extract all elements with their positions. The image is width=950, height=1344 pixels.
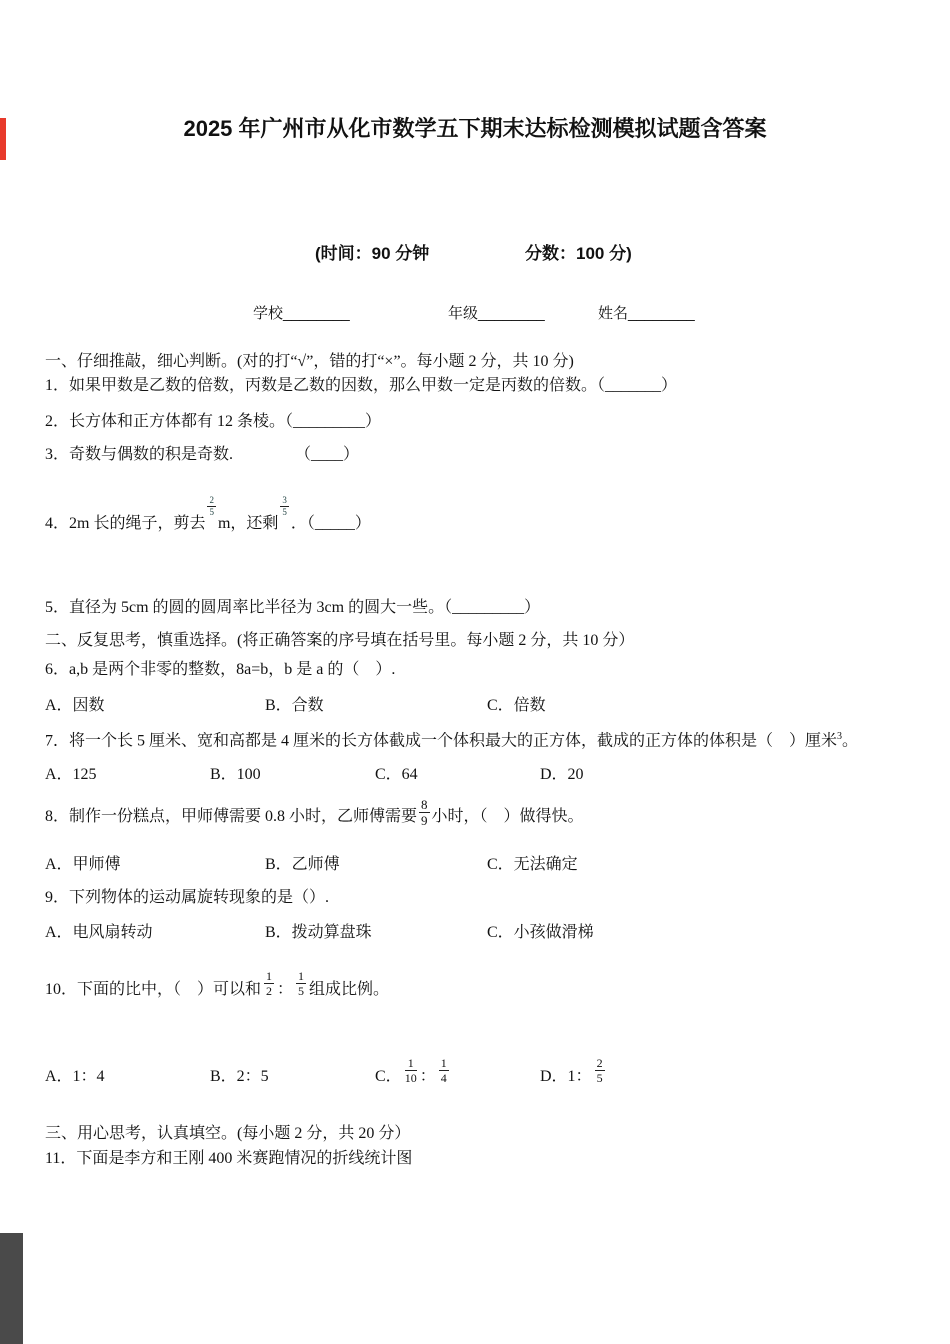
- option-6-c: C．倍数: [487, 697, 546, 714]
- fraction-numerator: 2: [596, 1055, 603, 1070]
- option-10-b: B．2：5: [210, 1068, 269, 1085]
- option-9-c: C．小孩做滑梯: [487, 924, 594, 941]
- question-6-options: [0, 692, 950, 714]
- fraction: [419, 798, 430, 827]
- section1-heading: 一、仔细推敲，细心判断。(对的打“√”，错的打“×”。每小题 2 分，共 10 分): [45, 353, 574, 370]
- fraction: [264, 970, 274, 997]
- option-10-d: [540, 1055, 608, 1091]
- question-10-end: 组成比例。: [309, 981, 390, 999]
- page-title: 2025 年广州市从化市数学五下期末达标检测模拟试题含答案: [183, 116, 767, 141]
- section3-heading: 三、用心思考，认真填空。(每小题 2 分，共 20 分）: [45, 1125, 411, 1142]
- section2-heading: 二、反复思考，慎重选择。(将正确答案的序号填在括号里。每小题 2 分，共 10 分）: [45, 632, 635, 649]
- fraction-numerator: 1: [298, 969, 305, 983]
- question-10-text: 10．下面的比中，（ ）可以和: [45, 981, 262, 999]
- fraction-numerator: 1: [440, 1055, 447, 1070]
- option-8-b: B．乙师傅: [265, 856, 340, 873]
- fraction-numerator: 8: [421, 797, 428, 812]
- fraction: [296, 970, 306, 997]
- fraction-denominator: 10: [404, 1070, 417, 1085]
- time-limit-label: (时间：90 分钟: [315, 244, 430, 263]
- question-8: [45, 797, 584, 832]
- school-blank: 学校________: [253, 305, 350, 322]
- question-9: 9．下列物体的运动属旋转现象的是（）.: [45, 889, 330, 906]
- name-blank: 姓名________: [598, 305, 695, 322]
- question-3: [45, 445, 359, 465]
- question-2: 2．长方体和正方体都有 12 条棱。（_________）: [45, 413, 382, 430]
- option-10-c: [375, 1055, 452, 1091]
- question-3-blank: （____）: [295, 446, 360, 463]
- fraction-denominator: 4: [440, 1070, 447, 1085]
- question-5: 5．直径为 5cm 的圆的圆周率比半径为 3cm 的圆大一些。（_________）: [45, 599, 541, 616]
- question-9-options: [0, 919, 950, 941]
- question-10-options: [0, 1055, 950, 1085]
- fraction-denominator: 5: [596, 1070, 603, 1085]
- option-7-b: B．100: [210, 766, 261, 783]
- ratio-colon: ：: [419, 1068, 436, 1085]
- question-4: [45, 495, 371, 534]
- fraction-denominator: 5: [298, 984, 305, 998]
- question-4-blank: ．（_____）: [290, 515, 371, 532]
- fraction-numerator: 1: [266, 969, 273, 983]
- question-3-text: 3．奇数与偶数的积是奇数.: [45, 446, 234, 463]
- option-6-a: A．因数: [45, 697, 105, 714]
- grade-blank: 年级________: [448, 305, 545, 322]
- fraction-numerator: 2: [209, 495, 214, 505]
- question-4-text: m，还剩: [217, 515, 279, 532]
- option-7-c: C．64: [375, 766, 418, 783]
- question-4-text: 4．2m 长的绳子，剪去: [45, 515, 206, 532]
- question-7-options: [0, 761, 950, 783]
- fraction: [595, 1057, 605, 1084]
- total-score-label: 分数：100 分): [525, 244, 632, 263]
- option-8-c: C．无法确定: [487, 856, 578, 873]
- question-7: [45, 727, 858, 751]
- question-8-end: 小时，（ ）做得快。: [431, 808, 584, 826]
- fraction: [280, 496, 289, 517]
- fraction: [405, 1057, 417, 1084]
- option-6-b: B．合数: [265, 697, 324, 714]
- fraction-denominator: 5: [282, 507, 287, 517]
- option-9-a: A．电风扇转动: [45, 924, 153, 941]
- fraction-denominator: 2: [266, 984, 273, 998]
- fraction-numerator: 1: [405, 1057, 417, 1071]
- question-10: [45, 969, 390, 1004]
- question-11: 11．下面是李方和王刚 400 米赛跑情况的折线统计图: [45, 1150, 413, 1167]
- question-8-text: 8．制作一份糕点，甲师傅需要 0.8 小时，乙师傅需要: [45, 808, 418, 826]
- question-8-options: [0, 851, 950, 873]
- fraction: [207, 496, 216, 517]
- question-7-text: 7．将一个长 5 厘米、宽和高都是 4 厘米的长方体截成一个体积最大的正方体，截成的正方体的体积是（ ）厘米: [45, 732, 838, 750]
- option-10-a: A．1：4: [45, 1068, 105, 1085]
- page-edge-dark-bar: [0, 1233, 23, 1344]
- option-10-d-label: D．1：: [540, 1068, 592, 1085]
- cubic-exponent: 3: [837, 731, 843, 742]
- ratio-colon: ：: [277, 981, 294, 999]
- fraction-denominator: 5: [209, 507, 214, 517]
- fraction-denominator: 9: [421, 813, 428, 828]
- question-1: 1．如果甲数是乙数的倍数，丙数是乙数的因数，那么甲数一定是丙数的倍数。（_______）: [45, 377, 678, 394]
- option-8-a: A．甲师傅: [45, 856, 121, 873]
- fraction: [439, 1057, 449, 1084]
- exam-meta-line: [0, 239, 950, 263]
- question-6: 6．a,b 是两个非零的整数，8a=b，b 是 a 的（ ）.: [45, 661, 396, 678]
- option-10-c-label: C．: [375, 1068, 402, 1085]
- fraction-numerator: 3: [282, 495, 287, 505]
- option-7-a: A．125: [45, 766, 97, 783]
- option-7-d: D．20: [540, 766, 584, 783]
- student-info-line: [0, 302, 950, 324]
- option-9-b: B．拨动算盘珠: [265, 924, 372, 941]
- question-7-end: 。: [842, 732, 859, 750]
